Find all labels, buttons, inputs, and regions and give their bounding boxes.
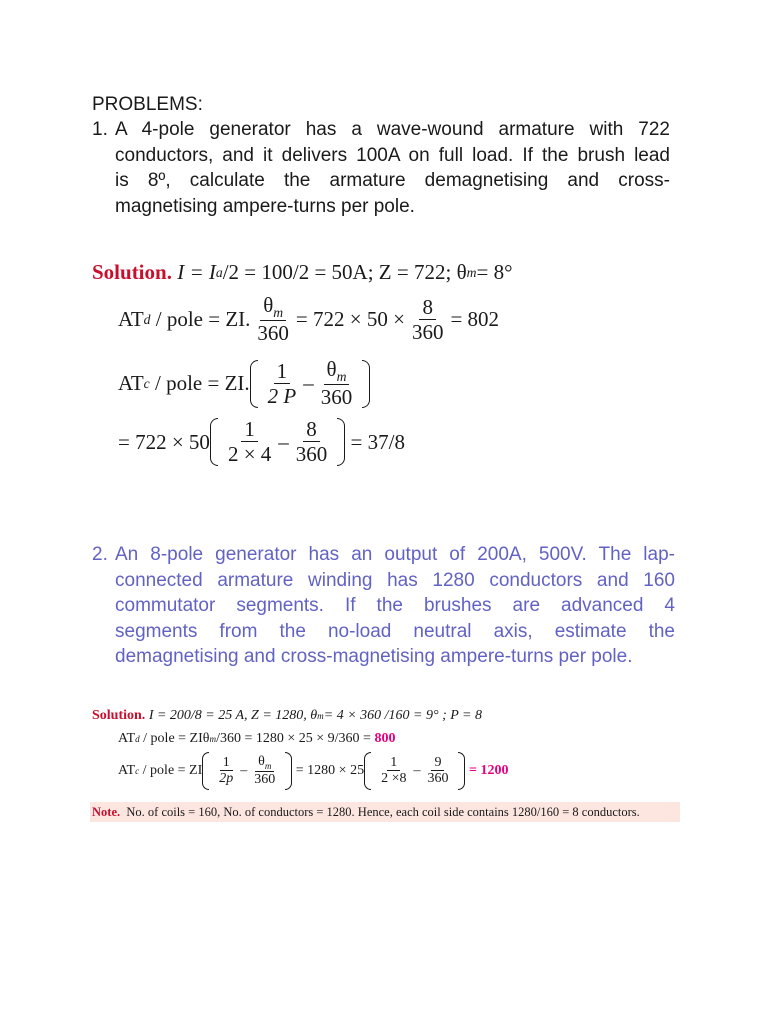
solution2-atd-equation: AT d / pole = ZIθ m /360 = 1280 × 25 × 9/360 = 800 xyxy=(118,731,396,746)
problem1-number: 1. xyxy=(92,119,108,140)
problem1-line: conductors, and it delivers 100A on full load. If the brush lead xyxy=(115,144,670,166)
fraction: $\frac{8}{360}$ xyxy=(411,294,444,344)
solution1-atd-equation: AT d / pole = ZI. $\frac{\theta_m}{360}$ = 722 × 50 × $\frac{8}{360}$ = 802 xyxy=(118,293,500,346)
problem2-text xyxy=(115,542,675,670)
result-highlight: 1200 xyxy=(480,763,509,778)
solution1-given: Solution. I = I a /2 = 100/2 = 50A; Z = 722; θ m = 8° xyxy=(92,260,513,284)
problem2-line: commutator segments. If the brushes are advanced 4 xyxy=(115,595,675,616)
problem2-number: 2. xyxy=(92,544,108,565)
solution2-atc-equation: AT c / pole = ZI $\frac{1}{2p}$ – $\frac{\theta_m}{360}$ = 1280 × 25 $\frac{1}{2 \times 8}$ – $\frac{9}{360}$ = 1200 xyxy=(118,752,508,790)
parenthesized-expression: $\frac{1}{2 \times 4}$ – $\frac{8}{360}$ xyxy=(210,418,345,466)
problem2-line: connected armature winding has 1280 conductors and 160 xyxy=(115,569,675,591)
problem2-line: An 8-pole generator has an output of 200A, 500V. The lap- xyxy=(115,544,675,565)
result-highlight: 800 xyxy=(374,731,396,746)
heading: PROBLEMS: xyxy=(92,94,203,115)
solution2-label: Solution. xyxy=(92,708,146,723)
parenthesized-expression: $\frac{1}{2 \times 8}$ – $\frac{9}{360}$ xyxy=(364,752,465,790)
note-text: No. of coils = 160, No. of conductors = 1280. Hence, each coil side contains 1280/160 = 8 conductors. xyxy=(126,805,640,819)
note-label: Note. xyxy=(92,805,121,819)
solution2-given: Solution. I = 200/8 = 25 A, Z = 1280, θ m = 4 × 360 /160 = 9° ; P = 8 xyxy=(92,708,482,723)
problem1-line: is 8º, calculate the armature demagnetising and cross- xyxy=(115,170,670,191)
fraction: $\frac{\theta_m}{360}$ xyxy=(257,293,289,346)
note-box xyxy=(90,802,680,822)
problem2-line: demagnetising and cross-magnetising ampere-turns per pole. xyxy=(115,646,633,667)
solution1-line3: = 722 × 50 $\frac{1}{2 \times 4}$ – $\frac{8}{360}$ = 37/8 xyxy=(118,417,405,467)
problem1-line: A 4-pole generator has a wave-wound armature with 722 xyxy=(115,119,670,140)
problem2-line: segments from the no-load neutral axis, estimate the xyxy=(115,620,675,642)
problem1-text xyxy=(115,117,670,219)
solution1-label: Solution. xyxy=(92,260,172,284)
parenthesized-expression: $\frac{1}{2p}$ – $\frac{\theta_m}{360}$ xyxy=(202,752,292,790)
parenthesized-expression: $\frac{1}{2 P}$ – $\frac{\theta_m}{360}$ xyxy=(250,358,371,409)
solution1-atc-equation: AT c / pole = ZI. $\frac{1}{2 P}$ – $\frac{\theta_m}{360}$ xyxy=(118,358,370,409)
problem1-line: magnetising ampere-turns per pole. xyxy=(115,195,415,217)
